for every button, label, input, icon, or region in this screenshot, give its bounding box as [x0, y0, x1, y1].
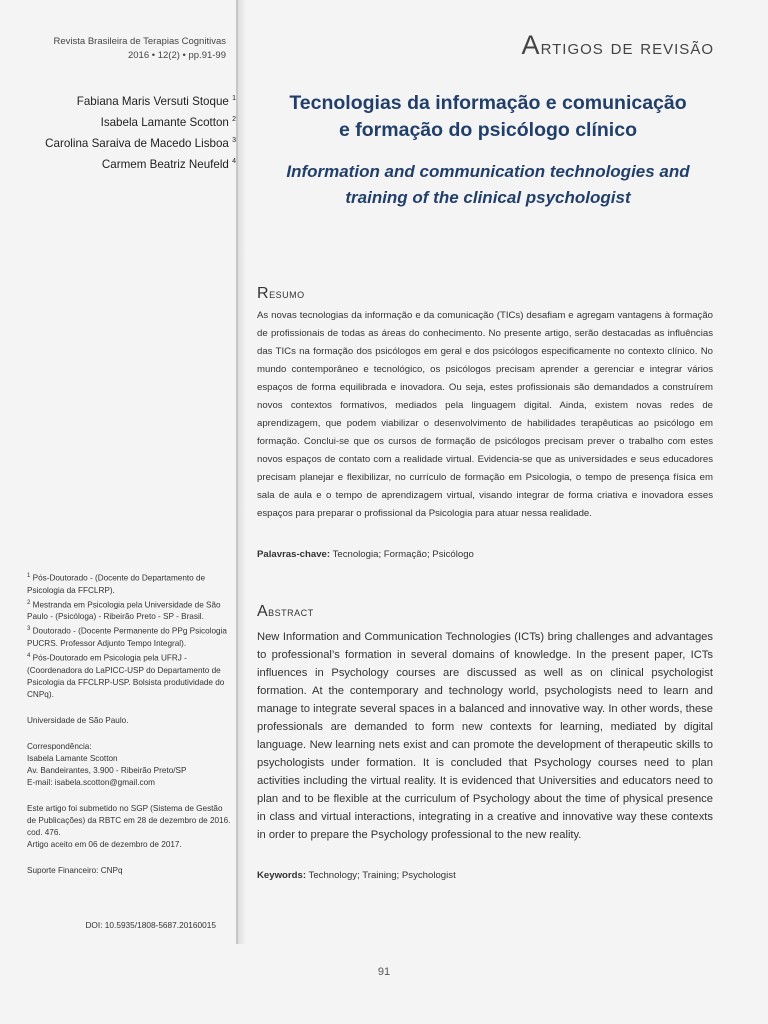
section-type: Artigos de revisão [521, 30, 714, 60]
author: Carmem Beatriz Neufeld $^4$ [101, 157, 236, 171]
affiliation-note: $^2$ Mestranda em Psicologia pela Universidade de São Paulo - (Psicóloga) - Ribeirão Preto - SP - Brasil. [27, 599, 221, 622]
page-number: 91 [377, 966, 391, 978]
author: Carolina Saraiva de Macedo Lisboa $^3$ [45, 136, 236, 150]
article-subtitle-english: Information and communication technologies and training of the clinical psychologist [286, 162, 690, 207]
affiliation-note: $^1$ Pós-Doutorado - (Docente do Departamento de Psicologia da FFCLRP). [27, 573, 206, 595]
abstract-body: New Information and Communication Technologies (ICTs) bring challenges and advantages to professional’s formation in several domains of knowledge. In the present paper, ICTs influences in Psychology courses are discussed as well as on clinical psychologist formation. At the contemporary and technology world, psychologists need to learn and manage to integrate several spaces in a balanced and innovative way. In other words, these professionals are demanded to form new contexts for learning, mediated by digital language. New learning nets exist and can promote the development of therapeutic skills to psychologists under formation. It is concluded that Psychology courses need to plan activities including the virtual reality. It is evidenced that Universities and educators need to plan and to be flexible at the curriculum of Psychology about the time of physical presence in class and virtual interactions, integrating in a creative and innovative way these contexts in order to prepare the Psychology professional to the new reality. [257, 631, 713, 841]
resumo-keywords: Palavras-chave: Tecnologia; Formação; Psicólogo [257, 549, 474, 560]
author-list [20, 90, 236, 173]
author: Fabiana Maris Versuti Stoque $^1$ [76, 94, 236, 108]
journal-name: Revista Brasileira de Terapias Cognitivas [53, 36, 226, 47]
author: Isabela Lamante Scotton $^2$ [100, 115, 236, 129]
resumo-heading: Resumo [257, 285, 305, 302]
institution: Universidade de São Paulo. [27, 715, 129, 725]
doi: DOI: 10.5935/1808-5687.20160015 [85, 920, 216, 930]
affiliation-note: $^3$ Doutorado - (Docente Permanente do PPg Psicologia PUCRS. Professor Adjunto Tempo Integral). [27, 626, 227, 649]
abstract-keywords: Keywords: Technology; Training; Psychologist [257, 870, 456, 881]
article-title: Tecnologias da informação e comunicação e formação do psicólogo clínico [289, 92, 687, 141]
submission-info: Este artigo foi submetido no SGP (Sistema de Gestão de Publicações) da RBTC em 28 de dezembro de 2016. cod. 476. Artigo aceito em 06 de dezembro de 2017. [27, 803, 231, 849]
affiliation-note: $^4$ Pós-Doutorado em Psicologia pela UFRJ - (Coordenadora do LaPICC-USP do Departamento de Psicologia da FFCLRP-USP. Bolsista produtividade do CNPq). [27, 653, 225, 699]
abstract-heading: Abstract [257, 603, 314, 620]
correspondence: Correspondência: Isabela Lamante Scotton Av. Bandeirantes, 3.900 - Ribeirão Preto/SP E-mail: isabela.scotton@gmail.com [27, 741, 231, 789]
correspondence-email: E-mail: isabela.scotton@gmail.com [27, 777, 155, 787]
resumo-body: As novas tecnologias da informação e da comunicação (TICs) desafiam e agregam vantagens à formação de profissionais de todas as áreas do conhecimento. No presente artigo, serão destacadas as influências das TICs na formação dos psicólogos em geral e dos psicólogos especificamente no contexto clínico. No mundo contemporâneo e tecnológico, os psicólogos precisam aprender a gerenciar e integrar vários espaços de forma equilibrada e inovadora. Ou seja, estes profissionais são demandados a construírem novos contextos formativos, mediados pela linguagem digital. Ainda, existem novas redes de aprendizagem, que podem viabilizar o desenvolvimento de habilidades terapêuticas ao psicólogo em formação. Conclui-se que os cursos de formação de psicólogos precisam prever o trabalho com estes novos espaços de contato com a realidade virtual. Evidencia-se que as universidades e seus educadores precisam planejar e flexibilizar, no currículo de formação em Psicologia, o tempo de presença física em sala de aula e o tempo de aprendizagem virtual, visando integrar de forma criativa e inovadora esses espaços para preparar o profissional da Psicologia para atuar nessa realidade. [257, 310, 713, 519]
column-divider [236, 0, 246, 944]
footnotes [27, 570, 231, 877]
affiliation-notes [27, 570, 231, 701]
funding-support: Suporte Financeiro: CNPq [27, 865, 123, 875]
journal-citation: 2016 • 12(2) • pp.91-99 [127, 50, 226, 61]
